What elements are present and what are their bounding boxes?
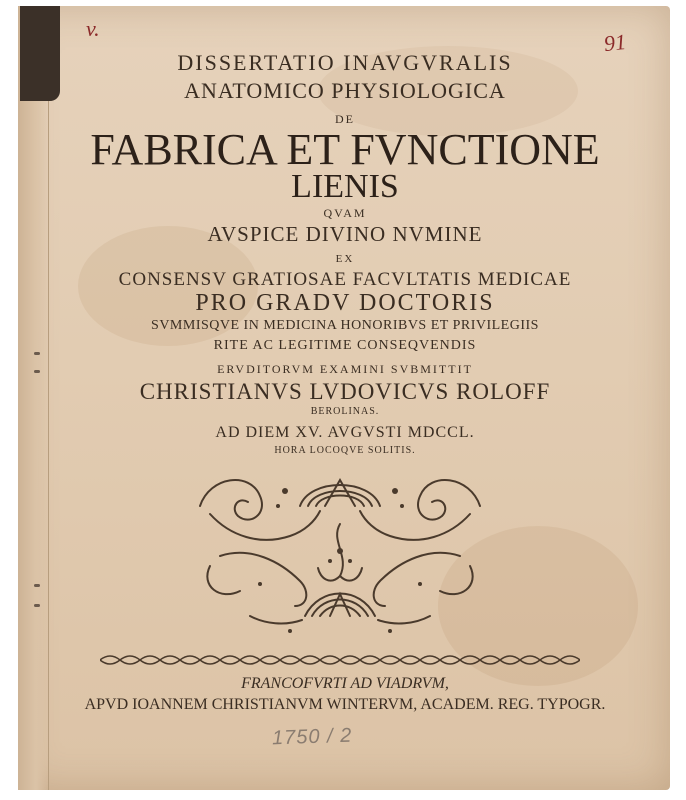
preposition-de: DE	[335, 112, 355, 126]
defense-date: AD DIEM XV. AVGVSTI MDCCL.	[215, 424, 475, 441]
auspice-line: AVSPICE DIVINO NVMINE	[207, 222, 483, 246]
imprint-printer: APVD IOANNEM CHRISTIANVM WINTERVM, ACADEM. REG. TYPOGR.	[84, 696, 606, 713]
pencil-annotation: 1750 / 2	[271, 724, 353, 750]
baroque-ornament	[190, 466, 490, 642]
dissertation-subject: ANATOMICO PHYSIOLOGICA	[184, 78, 506, 103]
consensu-line: CONSENSV GRATIOSAE FACVLTATIS MEDICAE	[118, 269, 572, 290]
author-name: CHRISTIANVS LVDOVICVS ROLOFF	[139, 379, 551, 404]
submittit-line: ERVDITORVM EXAMINI SVBMITTIT	[217, 362, 473, 376]
word-quam: QVAM	[323, 206, 367, 220]
degree-line: PRO GRADV DOCTORIS	[195, 290, 495, 316]
word-ex: EX	[335, 253, 355, 265]
decorative-rule	[100, 652, 580, 668]
imprint-place: FRANCOFVRTI AD VIADRVM,	[241, 675, 449, 692]
main-title-lienis: LIENIS	[291, 168, 399, 205]
main-title: FABRICA ET FVNCTIONE	[90, 125, 600, 174]
dissertation-type: DISSERTATIO INAVGVRALIS	[177, 50, 513, 75]
handwritten-mark-top-left: v.	[86, 16, 100, 41]
handwritten-mark-top-right: 91	[602, 28, 628, 57]
rite-line: RITE AC LEGITIME CONSEQVENDIS	[213, 338, 477, 353]
hora-line: HORA LOCOQVE SOLITIS.	[274, 445, 416, 456]
honoribus-line: SVMMISQVE IN MEDICINA HONORIBVS ET PRIVILEGIIS	[151, 318, 539, 333]
author-origin: BEROLINAS.	[310, 406, 380, 417]
